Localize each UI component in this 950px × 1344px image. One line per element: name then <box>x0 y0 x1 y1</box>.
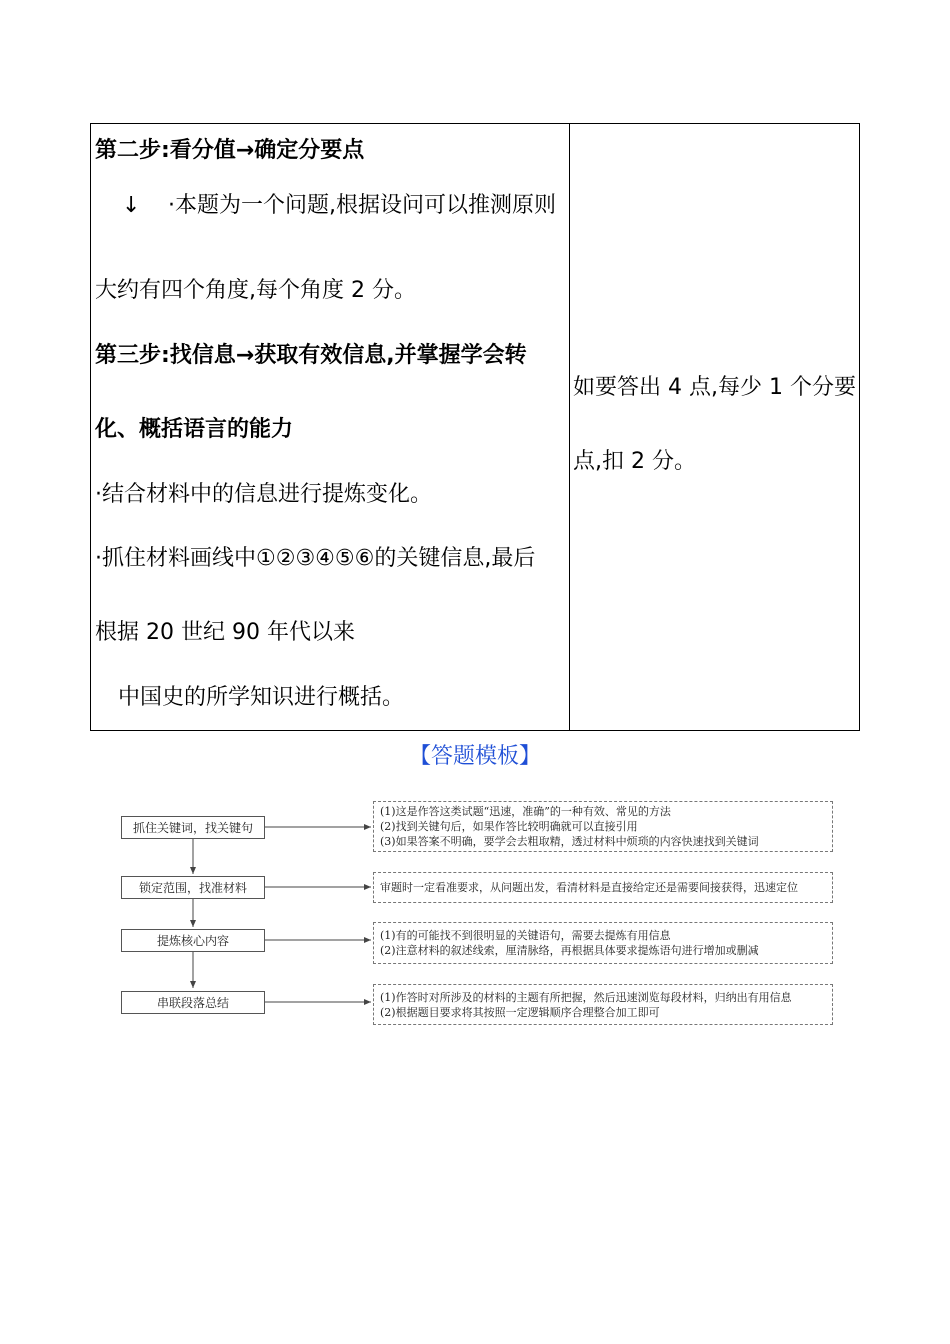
flow-note-1 <box>373 801 833 852</box>
step3-heading-line2: 化、概括语言的能力 <box>95 417 294 442</box>
note-line: (1)作答时对所涉及的材料的主题有所把握，然后迅速浏览每段材料，归纳出有用信息 <box>380 991 792 1004</box>
scoring-note-line1: 如要答出 4 点,每少 1 个分要 <box>573 375 856 400</box>
note-line: (1)这是作答这类试题“迅速，准确”的一种有效、常见的方法 <box>380 805 671 818</box>
note-line: (3)如果答案不明确，要学会去粗取精，透过材料中烦琐的内容快速找到关键词 <box>380 835 759 848</box>
flow-note-2 <box>373 872 833 903</box>
step3-bullet2-line3: 中国史的所学知识进行概括。 <box>118 685 405 710</box>
note-line: (1)有的可能找不到很明显的关键语句，需要去提炼有用信息 <box>380 929 671 942</box>
note-line: (2)注意材料的叙述线索，厘清脉络，再根据具体要求提炼语句进行增加或删减 <box>380 944 759 957</box>
flow-note-3 <box>373 922 833 964</box>
flow-step-4: 串联段落总结 <box>121 991 265 1014</box>
step3-heading-line1: 第三步:找信息→获取有效信息,并掌握学会转 <box>95 343 527 368</box>
scoring-note-line2: 点,扣 2 分。 <box>573 449 696 474</box>
step2-heading: 第二步:看分值→确定分要点 <box>95 138 365 163</box>
note-line: 审题时一定看准要求，从问题出发，看清材料是直接给定还是需要间接获得，迅速定位 <box>380 881 798 894</box>
flow-step-3: 提炼核心内容 <box>121 929 265 952</box>
template-title: 【答题模板】 <box>408 744 541 769</box>
flow-step-1: 抓住关键词，找关键句 <box>121 816 265 839</box>
note-line: (2)找到关键句后，如果作答比较明确就可以直接引用 <box>380 820 638 833</box>
step2-text-line2: 大约有四个角度,每个角度 2 分。 <box>95 278 416 303</box>
note-line: (2)根据题目要求将其按照一定逻辑顺序合理整合加工即可 <box>380 1006 660 1019</box>
step3-bullet1: ·结合材料中的信息进行提炼变化。 <box>95 482 432 507</box>
flow-note-4 <box>373 984 833 1025</box>
step2-text-line1: ·本题为一个问题,根据设问可以推测原则 <box>168 193 556 218</box>
down-arrow-icon: ↓ <box>122 193 141 218</box>
flow-step-2: 锁定范围，找准材料 <box>121 876 265 899</box>
step3-bullet2-line1: ·抓住材料画线中①②③④⑤⑥的关键信息,最后 <box>95 546 536 571</box>
step3-bullet2-line2: 根据 20 世纪 90 年代以来 <box>95 620 355 645</box>
